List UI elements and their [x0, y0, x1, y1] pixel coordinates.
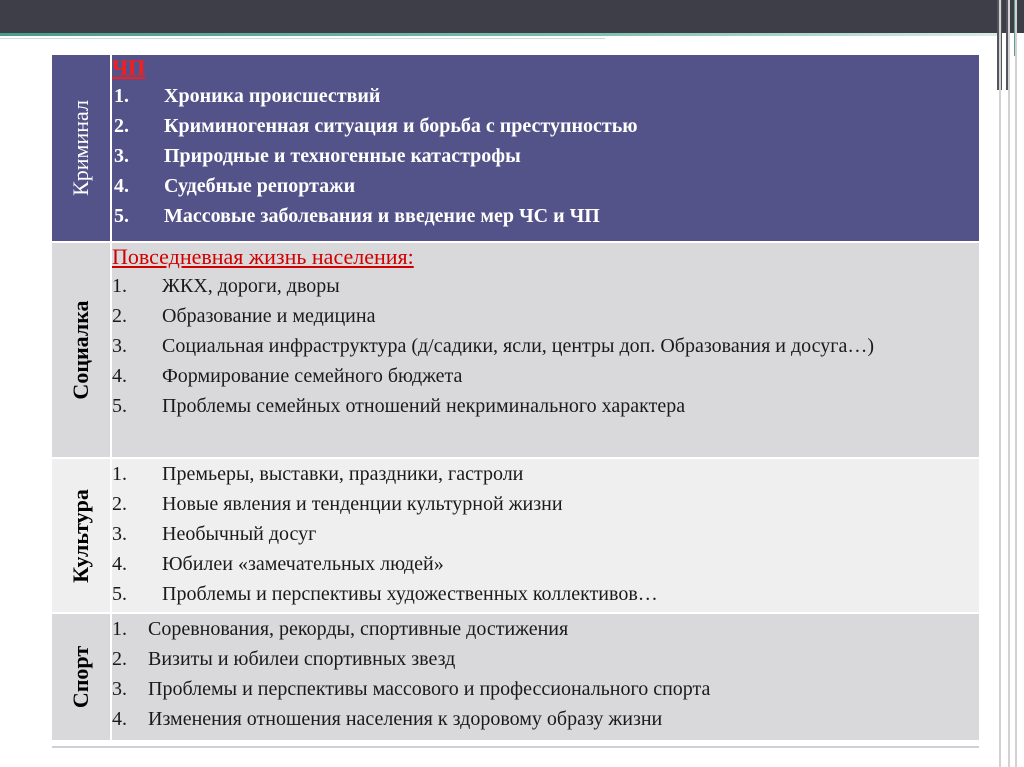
row-label-cell	[52, 458, 111, 613]
row-heading-emergency: ЧП	[112, 55, 146, 80]
topic-list	[112, 614, 979, 734]
row-content-cell	[111, 613, 979, 741]
row-content-cell	[111, 458, 979, 613]
slide-top-bar	[0, 0, 1024, 33]
table-row-social	[52, 242, 979, 458]
slide-accent-thin-line	[0, 38, 605, 39]
slide-bottom-line	[52, 746, 979, 748]
row-label-social: Социалка	[68, 300, 93, 400]
list-item: 4. Изменения отношения населения к здоровому образу жизни	[112, 708, 663, 730]
slide-accent-line	[0, 33, 1000, 36]
list-item: 4. Юбилеи «замечательных людей»	[112, 553, 444, 575]
deco-gray-line	[1015, 0, 1017, 767]
list-item: 3. Проблемы и перспективы массового и профессионального спорта	[112, 678, 711, 700]
row-content-cell	[111, 242, 979, 458]
list-item: 3. Природные и техногенные катастрофы	[114, 145, 521, 167]
table-row-culture	[52, 458, 979, 613]
table-row-sport	[52, 613, 979, 741]
topics-table	[52, 55, 979, 742]
row-label-culture: Культура	[68, 488, 93, 583]
table-row-criminal	[52, 55, 979, 242]
row-label-sport: Спорт	[68, 645, 93, 709]
list-item: 1. Хроника происшествий	[114, 85, 381, 107]
topic-list	[112, 271, 979, 421]
list-item: 4. Судебные репортажи	[114, 175, 356, 197]
topic-list	[112, 81, 979, 231]
list-item: 1. Премьеры, выставки, праздники, гастроли	[112, 463, 524, 485]
topic-list	[112, 459, 979, 609]
row-label-cell	[52, 613, 111, 741]
row-label-cell	[52, 55, 111, 242]
list-item: 2. Образование и медицина	[112, 305, 376, 327]
slide-right-decoration	[993, 0, 1024, 767]
list-item: 2. Новые явления и тенденции культурной жизни	[112, 493, 563, 515]
row-label-cell	[52, 242, 111, 458]
list-item: 1. ЖКХ, дороги, дворы	[112, 275, 340, 297]
deco-gray-line	[1008, 0, 1010, 767]
row-heading-daily-life: Повседневная жизнь населения:	[112, 244, 414, 269]
list-item: 1. Соревнования, рекорды, спортивные достижения	[112, 618, 569, 640]
deco-gray-line	[999, 0, 1001, 767]
list-item: 5. Проблемы семейных отношений некриминального характера	[112, 395, 686, 417]
list-item: 5. Массовые заболевания и введение мер ЧС и ЧП	[114, 205, 600, 227]
list-item: 3. Социальная инфраструктура (д/садики, ясли, центры доп. Образования и досуга…)	[112, 335, 875, 357]
list-item: 4. Формирование семейного бюджета	[112, 365, 463, 387]
row-label-criminal: Криминал	[68, 100, 93, 196]
list-item: 2. Криминогенная ситуация и борьба с преступностью	[114, 115, 638, 137]
list-item: 2. Визиты и юбилеи спортивных звезд	[112, 648, 456, 670]
list-item: 3. Необычный досуг	[112, 523, 317, 545]
row-content-cell	[111, 55, 979, 242]
list-item: 5. Проблемы и перспективы художественных коллективов…	[112, 583, 658, 605]
